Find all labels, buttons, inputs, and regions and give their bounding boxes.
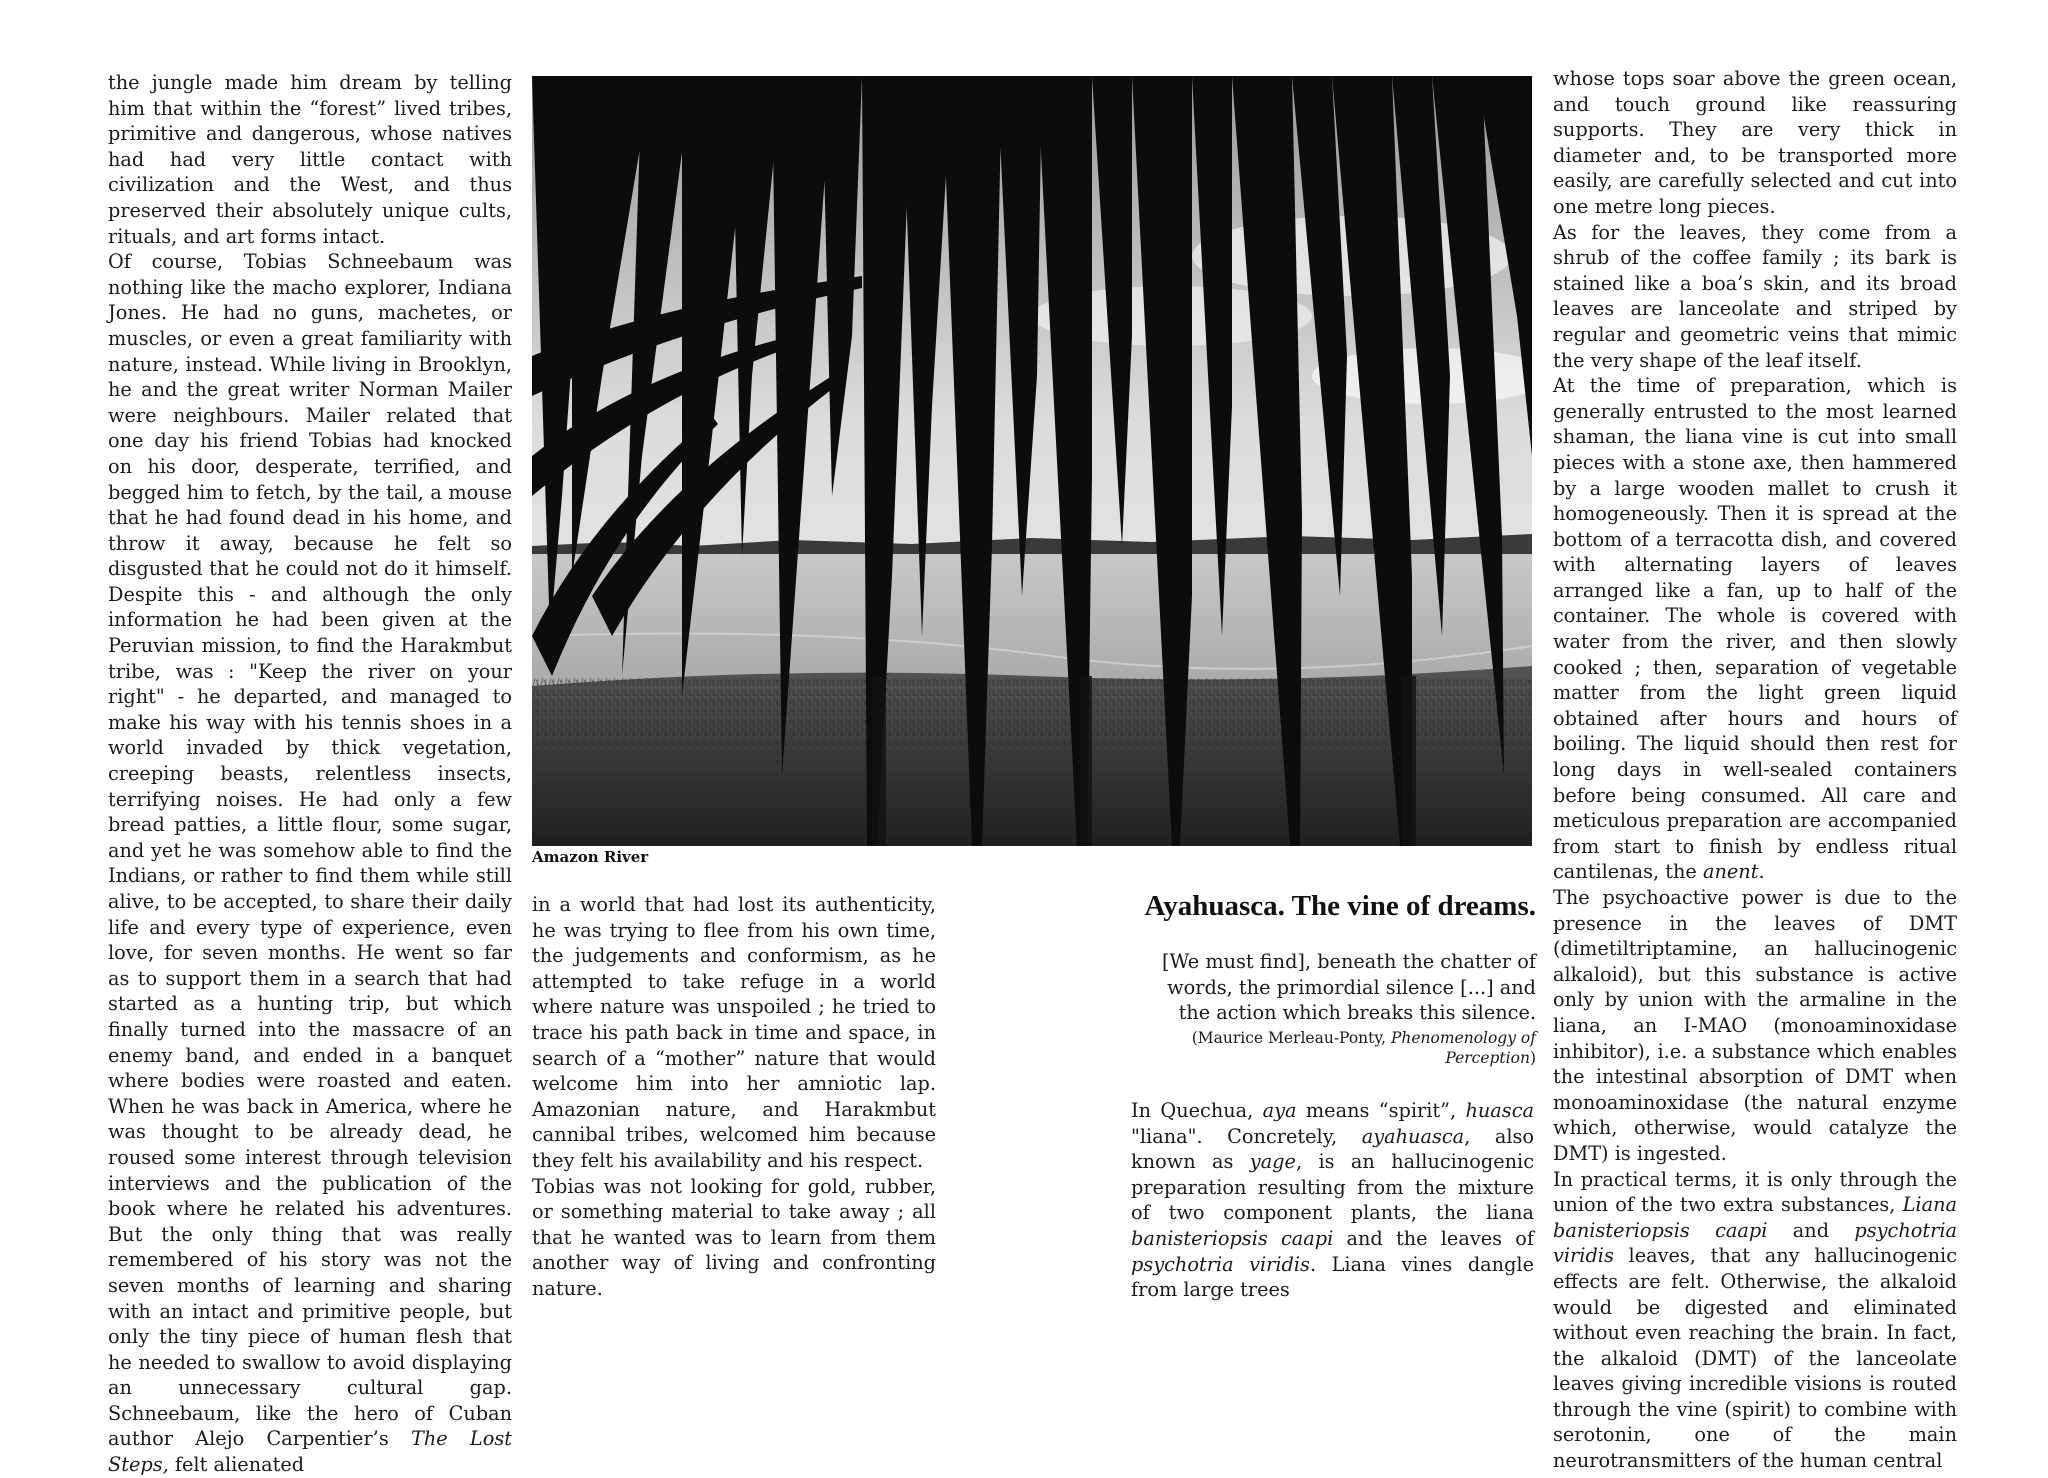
paragraph: The psychoactive power is due to the presence in the leaves of DMT (dimetiltriptamine, an hallucinogenic alkaloid), but this substance is active only by union with the armaline in the liana, an I-MAO (monoaminoxidase inhibitor), i.e. a substance which enables the intestinal absorption of DMT when monoaminoxidase (the natural enzyme which, otherwise, would catalyze the DMT) is ingested. — [1553, 886, 1957, 1165]
text-run: , is an hallucinogenic preparation resulting from the mixture of two component plants, the liana — [1131, 1150, 1534, 1225]
text-run: felt alienated — [168, 1453, 305, 1477]
paragraph: As for the leaves, they come from a shrub of the coffee family ; its bark is stained like a boa’s skin, and its broad leaves are lanceolate and striped by regular and geometric veins that mimic the very shape of the leaf itself. — [1553, 220, 1957, 372]
paragraph: the jungle made him dream by telling him that within the “forest” lived tribes, primitive and dangerous, whose natives had had very little contact with civilization and the West, and thus preserved their absolutely unique cults, rituals, and art forms intact. — [108, 71, 512, 248]
term: ayahuasca — [1361, 1124, 1465, 1148]
text-run: and — [1767, 1218, 1855, 1242]
text-run: In practical terms, it is only through the union of the two extra substances, — [1553, 1167, 1957, 1217]
text-run: . — [1758, 860, 1765, 884]
text-run: At the time of preparation, which is generally entrusted to the most learned shaman, the liana vine is cut into small pieces with a stone axe, then hammered by a large wooden mallet to crush it homogeneously. Then it is spread at the bottom of a terracotta dish, and covered with alternating layers of leaves arranged like a fan, up to half of the container. The whole is covered with water from the river, and then slowly cooked ; then, separation of vegetable matter from the light green liquid obtained after hours and hours of boiling. The liquid should then rest for long days in well-sealed containers before being consumed. All care and meticulous preparation are accompanied from start to finish by endless ritual cantilenas, the — [1553, 374, 1957, 884]
photo-caption: Amazon River — [532, 848, 649, 866]
term: Liana banisteriopsis caapi — [1553, 1193, 1957, 1242]
text-run: and the leaves of — [1333, 1226, 1534, 1250]
article-column-3 — [1131, 1098, 1534, 1303]
text-run: Of course, Tobias Schneebaum was nothing like the macho explorer, Indiana Jones. He had no guns, machetes, or muscles, or even a great familiarity with nature, instead. While living in Brooklyn, he and the great writer Norman Mailer were neighbours. Mailer related that one day his friend Tobias had knocked on his door, desperate, terrified, and begged him to fetch, by the tail, a mouse that he had found dead in his home, and throw it away, because he felt so disgusted that he could not do it himself. Despite this - and although the only information he had been given at the Peruvian mission, to find the Harakmbut tribe, was : "Keep the river on your right" - he departed, and managed to make his way with his tennis shoes in a world invaded by thick vegetation, creeping beasts, relentless insects, terrifying noises. He had only a few bread patties, a little flour, some sugar, and yet he was somehow able to find the Indians, or rather to find them while still alive, to be accepted, to share their daily life and every type of experience, even love, for seven months. He went so far as to support them in a search that had started as a hunting trip, but which finally turned into the massacre of an enemy band, and ended in a banquet where bodies were roasted and eaten. When he was back in America, where he was thought to be already dead, he roused some interest through television interviews and the publication of the book where he related his adventures. But the only thing that was really remembered of his story was not the seven months of learning and sharing with an intact and primitive people, but only the tiny piece of human flesh that he needed to swallow to avoid displaying an unnecessary cultural gap. Schneebaum, like the hero of Cuban author Alejo Carpentier’s — [108, 250, 512, 1451]
article-column-4 — [1553, 66, 1957, 1474]
paragraph — [108, 249, 512, 1478]
text-run: leaves, that any hallucinogenic effects are felt. Otherwise, the alkaloid would be digested and eliminated without even reaching the brain. In fact, the alkaloid (DMT) of the lanceolate leaves giving incredible visions is routed through the vine (spirit) to combine with serotonin, one of the main neurotransmitters of the human central — [1553, 1244, 1957, 1473]
term: psychotria viridis — [1131, 1252, 1310, 1276]
article-column-1 — [108, 70, 512, 1478]
article-column-2 — [532, 892, 936, 1302]
section-heading: Ayahuasca. The vine of dreams. — [1144, 890, 1536, 922]
text-run: , also known as — [1131, 1124, 1534, 1174]
text-run: . Liana vines dangle from large trees — [1131, 1252, 1534, 1302]
epigraph-quote: [We must find], beneath the chatter of words, the primordial silence [...] and the action which breaks this silence. — [1162, 950, 1536, 1025]
term: banisteriopsis caapi — [1131, 1226, 1334, 1250]
paragraph: whose tops soar above the green ocean, and touch ground like reassuring supports. They are very thick in diameter and, to be transported more easily, are carefully selected and cut into one metre long pieces. — [1553, 67, 1957, 218]
text-run: In Quechua, — [1131, 1099, 1263, 1122]
term: anent — [1702, 860, 1759, 884]
book-title: The Lost Steps, — [108, 1427, 512, 1477]
paragraph — [1131, 1098, 1534, 1303]
book-title: Phenomenology of Perception — [1390, 1029, 1536, 1067]
term: aya — [1262, 1099, 1297, 1122]
epigraph-source — [1131, 1028, 1536, 1068]
text-run: ) — [1529, 1049, 1536, 1067]
term: psychotria viridis — [1553, 1218, 1958, 1268]
text-run: (Maurice Merleau-Ponty, — [1191, 1029, 1391, 1047]
paragraph — [1553, 1167, 1957, 1474]
text-run: "liana". Concretely, — [1131, 1124, 1362, 1148]
paragraph: Tobias was not looking for gold, rubber, or something material to take away ; all that he wanted was to learn from them another way of living and confronting nature. — [532, 1174, 936, 1300]
term: yage — [1249, 1150, 1296, 1174]
text-run: means “spirit”, — [1296, 1099, 1466, 1122]
paragraph — [1553, 373, 1957, 885]
amazon-river-photo — [532, 76, 1532, 846]
term: huasca — [1465, 1099, 1534, 1122]
paragraph: in a world that had lost its authenticity, he was trying to flee from his own time, the judgements and conformism, as he attempted to take refuge in a world where nature was unspoiled ; he tried to trace his path back in time and space, in search of a “mother” nature that would welcome him into her amniotic lap. Amazonian nature, and Harakmbut cannibal tribes, welcomed him because they felt his availability and his respect. — [532, 893, 936, 1172]
